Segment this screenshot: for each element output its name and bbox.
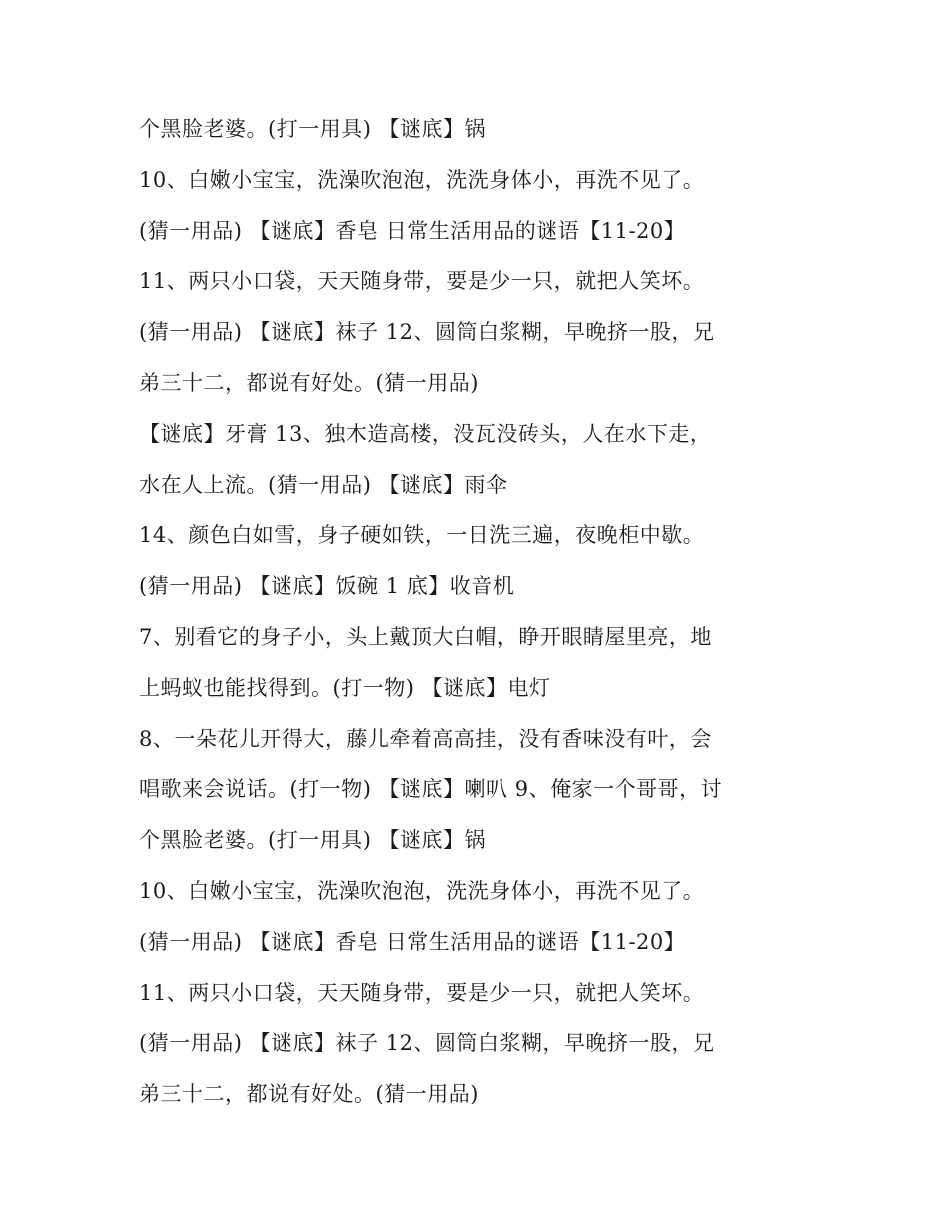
document-body bbox=[139, 104, 839, 1120]
text-line: 唱歌来会说话。(打一物) 【谜底】喇叭 9、俺家一个哥哥，讨 bbox=[139, 777, 723, 802]
text-line: (猜一用品) 【谜底】香皂 日常生活用品的谜语【11-20】 bbox=[139, 218, 686, 243]
text-line: 上蚂蚁也能找得到。(打一物) 【谜底】电灯 bbox=[139, 675, 551, 700]
text-line: 弟三十二，都说有好处。(猜一用品) bbox=[139, 370, 479, 395]
text-line: 水在人上流。(猜一用品) 【谜底】雨伞 bbox=[139, 472, 508, 497]
text-line: (猜一用品) 【谜底】饭碗 1 底】收音机 bbox=[139, 574, 515, 599]
text-line: 弟三十二，都说有好处。(猜一用品) bbox=[139, 1082, 479, 1107]
text-line: (猜一用品) 【谜底】袜子 12、圆筒白浆糊，早晚挤一股，兄 bbox=[139, 1031, 715, 1056]
text-line: 11、两只小口袋，天天随身带，要是少一只，就把人笑坏。 bbox=[139, 980, 705, 1005]
text-line: 【谜底】牙膏 13、独木造高楼，没瓦没砖头，人在水下走， bbox=[139, 421, 712, 446]
text-line: (猜一用品) 【谜底】香皂 日常生活用品的谜语【11-20】 bbox=[139, 929, 686, 954]
text-line: 11、两只小口袋，天天随身带，要是少一只，就把人笑坏。 bbox=[139, 269, 705, 294]
text-line: 14、颜色白如雪，身子硬如铁，一日洗三遍，夜晚柜中歇。 bbox=[139, 523, 705, 548]
text-line: 8、一朵花儿开得大，藤儿牵着高高挂，没有香味没有叶，会 bbox=[139, 726, 712, 751]
text-line: 10、白嫩小宝宝，洗澡吹泡泡，洗洗身体小，再洗不见了。 bbox=[139, 878, 705, 903]
text-line: 个黑脸老婆。(打一用具) 【谜底】锅 bbox=[139, 117, 487, 141]
text-line: (猜一用品) 【谜底】袜子 12、圆筒白浆糊，早晚挤一股，兄 bbox=[139, 320, 715, 345]
text-line: 10、白嫩小宝宝，洗澡吹泡泡，洗洗身体小，再洗不见了。 bbox=[139, 167, 705, 192]
text-line: 个黑脸老婆。(打一用具) 【谜底】锅 bbox=[139, 828, 487, 853]
text-line: 7、别看它的身子小，头上戴顶大白帽，睁开眼睛屋里亮，地 bbox=[139, 624, 712, 649]
